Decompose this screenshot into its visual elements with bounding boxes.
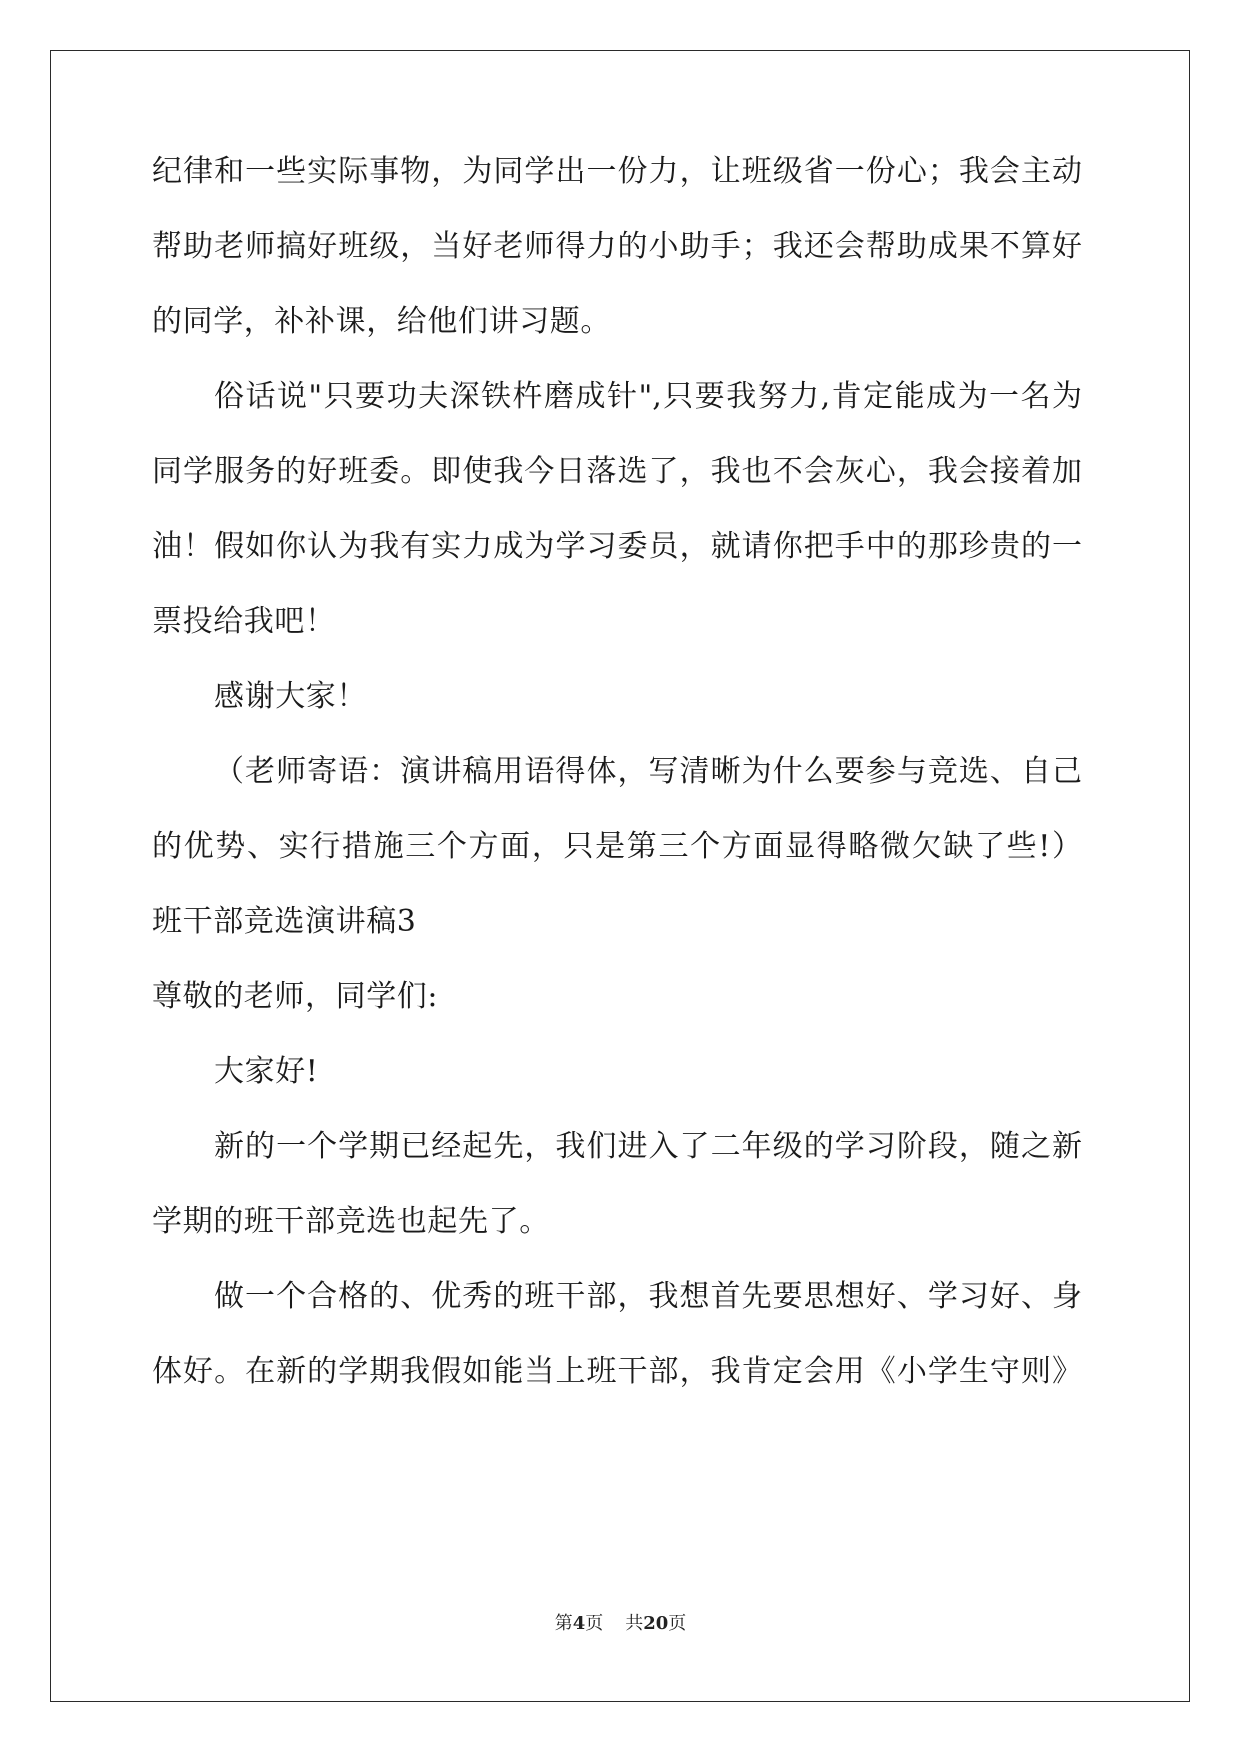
page-footer [0, 1612, 1241, 1636]
section-heading: 班干部竞选演讲稿3 [152, 904, 417, 939]
body-line-4: 俗话说"只要功夫深铁杵磨成针",只要我努力,肯定能成为一名为 [214, 379, 1082, 414]
body-line-2: 帮助老师搞好班级，当好老师得力的小助手；我还会帮助成果不算好 [152, 229, 1082, 264]
body-line-3: 的同学，补补课，给他们讲习题。 [152, 304, 611, 339]
page-border [50, 50, 1190, 1702]
page-suffix: 页 [585, 1613, 604, 1634]
body-line-5: 同学服务的好班委。即使我今日落选了，我也不会灰心，我会接着加 [152, 454, 1082, 489]
body-line-14: 新的一个学期已经起先，我们进入了二年级的学习阶段，随之新 [214, 1129, 1082, 1164]
page-prefix: 第 [554, 1613, 573, 1634]
greeting: 大家好! [214, 1054, 319, 1089]
page-total: 20 [643, 1613, 669, 1634]
body-line-16: 做一个合格的、优秀的班干部，我想首先要思想好、学习好、身 [214, 1279, 1082, 1314]
body-line-1: 纪律和一些实际事物，为同学出一份力，让班级省一份心；我会主动 [152, 154, 1082, 189]
body-line-8: 感谢大家！ [214, 679, 367, 714]
body-line-6: 油！假如你认为我有实力成为学习委员，就请你把手中的那珍贵的一 [152, 529, 1082, 564]
total-prefix: 共 [625, 1613, 644, 1634]
page-current: 4 [572, 1613, 586, 1634]
body-line-10: 的优势、实行措施三个方面，只是第三个方面显得略微欠缺了些!） [152, 829, 1082, 864]
body-line-15: 学期的班干部竞选也起先了。 [152, 1204, 550, 1239]
salutation: 尊敬的老师，同学们: [152, 979, 439, 1014]
total-suffix: 页 [668, 1613, 687, 1634]
body-line-7: 票投给我吧！ [152, 604, 336, 639]
body-line-9: （老师寄语：演讲稿用语得体，写清晰为什么要参与竞选、自己 [214, 754, 1082, 789]
body-line-17: 体好。在新的学期我假如能当上班干部，我肯定会用《小学生守则》 [152, 1354, 1082, 1389]
